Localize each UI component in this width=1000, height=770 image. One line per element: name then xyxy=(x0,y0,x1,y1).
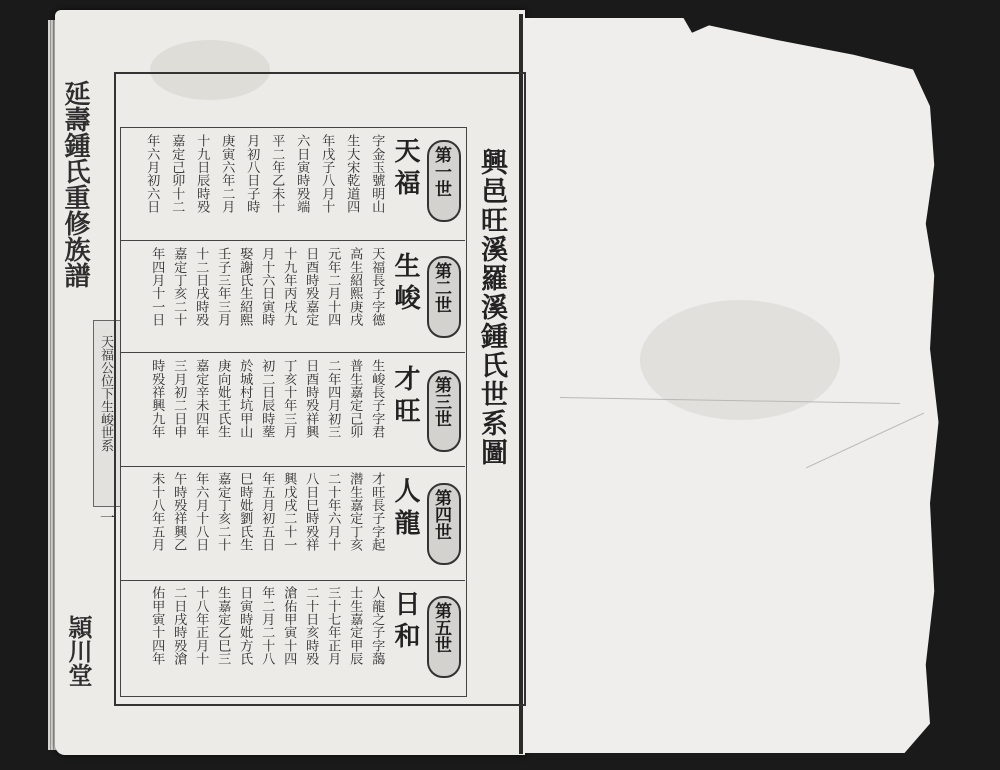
generation-badge xyxy=(427,256,461,338)
person-name: 才旺 xyxy=(390,365,420,429)
bio-column: 普生嘉定己卯 xyxy=(347,359,363,439)
bio-column: 二十日亥時殁 xyxy=(303,586,319,666)
generation-label: 第五世 xyxy=(431,602,451,653)
hall-name: 頴川堂 xyxy=(64,615,93,687)
bio-column: 天福長子字德 xyxy=(369,247,385,327)
row-divider xyxy=(120,240,465,241)
bio-column: 初二日辰時塟 xyxy=(259,359,275,439)
bio-column: 字金玉號明山 xyxy=(369,134,385,214)
person-name: 日和 xyxy=(390,590,420,654)
bio-column: 平二年乙未十 xyxy=(269,134,285,214)
generation-label: 第二世 xyxy=(431,262,451,313)
bio-column: 巳時妣劉氏生 xyxy=(237,472,253,552)
bio-column: 生峻長子字君 xyxy=(369,359,385,439)
bio-column: 年四月十一日 xyxy=(149,247,165,327)
bio-column: 十八年正月十 xyxy=(193,586,209,666)
bio-column: 未十八年五月 xyxy=(149,472,165,552)
bio-column: 娶謝氏生紹熙 xyxy=(237,247,253,327)
bio-column: 二十年六月十 xyxy=(325,472,341,552)
bio-column: 人龍之子字藹 xyxy=(369,586,385,666)
bio-column: 年戊子八月十 xyxy=(319,134,335,214)
person-name: 人龍 xyxy=(390,477,420,541)
bio-column: 高生紹熙庚戌 xyxy=(347,247,363,327)
generation-badge xyxy=(427,596,461,678)
bio-column: 潜生嘉定丁亥 xyxy=(347,472,363,552)
bio-column: 庚寅六年二月 xyxy=(219,134,235,214)
bio-column: 十九年丙戌九 xyxy=(281,247,297,327)
bio-column: 年六月十八日 xyxy=(193,472,209,552)
bio-column: 日酉時殁嘉定 xyxy=(303,247,319,327)
generation-label: 第三世 xyxy=(431,376,451,427)
genealogy-chart-title: 興邑旺溪羅溪鍾氏世系圖 xyxy=(476,148,507,467)
page-number: 一 xyxy=(98,510,116,525)
bio-column: 丁亥十年三月 xyxy=(281,359,297,439)
row-divider xyxy=(120,352,465,353)
bio-column: 滄佑甲寅十四 xyxy=(281,586,297,666)
bio-column: 六日寅時殁端 xyxy=(294,134,310,214)
row-divider xyxy=(120,466,465,467)
bio-column: 年五月初五日 xyxy=(259,472,275,552)
bio-column: 才旺長子字起 xyxy=(369,472,385,552)
bio-column: 生嘉定乙巳三 xyxy=(215,586,231,666)
bio-column: 嘉定丁亥二十 xyxy=(171,247,187,327)
bio-column: 三十七年正月 xyxy=(325,586,341,666)
bio-column: 年六月初六日 xyxy=(144,134,160,214)
bio-column: 佑甲寅十四年 xyxy=(149,586,165,666)
bio-column: 日酉時殁祥興 xyxy=(303,359,319,439)
bio-column: 十二日戌時殁 xyxy=(193,247,209,327)
bio-column: 十九日辰時殁 xyxy=(194,134,210,214)
generation-label: 第一世 xyxy=(431,146,451,197)
bio-column: 庚向妣王氏生 xyxy=(215,359,231,439)
bio-column: 時殁祥興九年 xyxy=(149,359,165,439)
person-name: 天福 xyxy=(390,137,420,201)
bio-column: 嘉定辛未四年 xyxy=(193,359,209,439)
bio-column: 元年二月十四 xyxy=(325,247,341,327)
bio-column: 嘉定己卯十二 xyxy=(169,134,185,214)
bio-column: 年二月二十八 xyxy=(259,586,275,666)
bio-column: 月十六日寅時 xyxy=(259,247,275,327)
person-name: 生峻 xyxy=(390,252,420,316)
generation-badge xyxy=(427,483,461,565)
bio-column: 日寅時妣方氏 xyxy=(237,586,253,666)
bio-column: 二年四月初三 xyxy=(325,359,341,439)
bio-column: 八日巳時殁祥 xyxy=(303,472,319,552)
bio-column: 壬子三年三月 xyxy=(215,247,231,327)
section-subtitle: 天福公位下生峻世系 xyxy=(98,335,113,452)
bio-column: 嘉定丁亥二十 xyxy=(215,472,231,552)
bio-column: 三月初二日申 xyxy=(171,359,187,439)
bio-column: 午時殁祥興乙 xyxy=(171,472,187,552)
book-spine-title: 延壽鍾氏重修族譜 xyxy=(60,80,90,288)
bio-column: 月初八日子時 xyxy=(244,134,260,214)
bio-column: 於城村坑甲山 xyxy=(237,359,253,439)
row-divider xyxy=(120,580,465,581)
bio-column: 二日戌時殁滄 xyxy=(171,586,187,666)
bio-column: 興戊戌二十一 xyxy=(281,472,297,552)
generation-badge xyxy=(427,140,461,222)
generation-label: 第四世 xyxy=(431,489,451,540)
bio-column: 生大宋乾道四 xyxy=(344,134,360,214)
generation-badge xyxy=(427,370,461,452)
bio-column: 士生嘉定甲辰 xyxy=(347,586,363,666)
